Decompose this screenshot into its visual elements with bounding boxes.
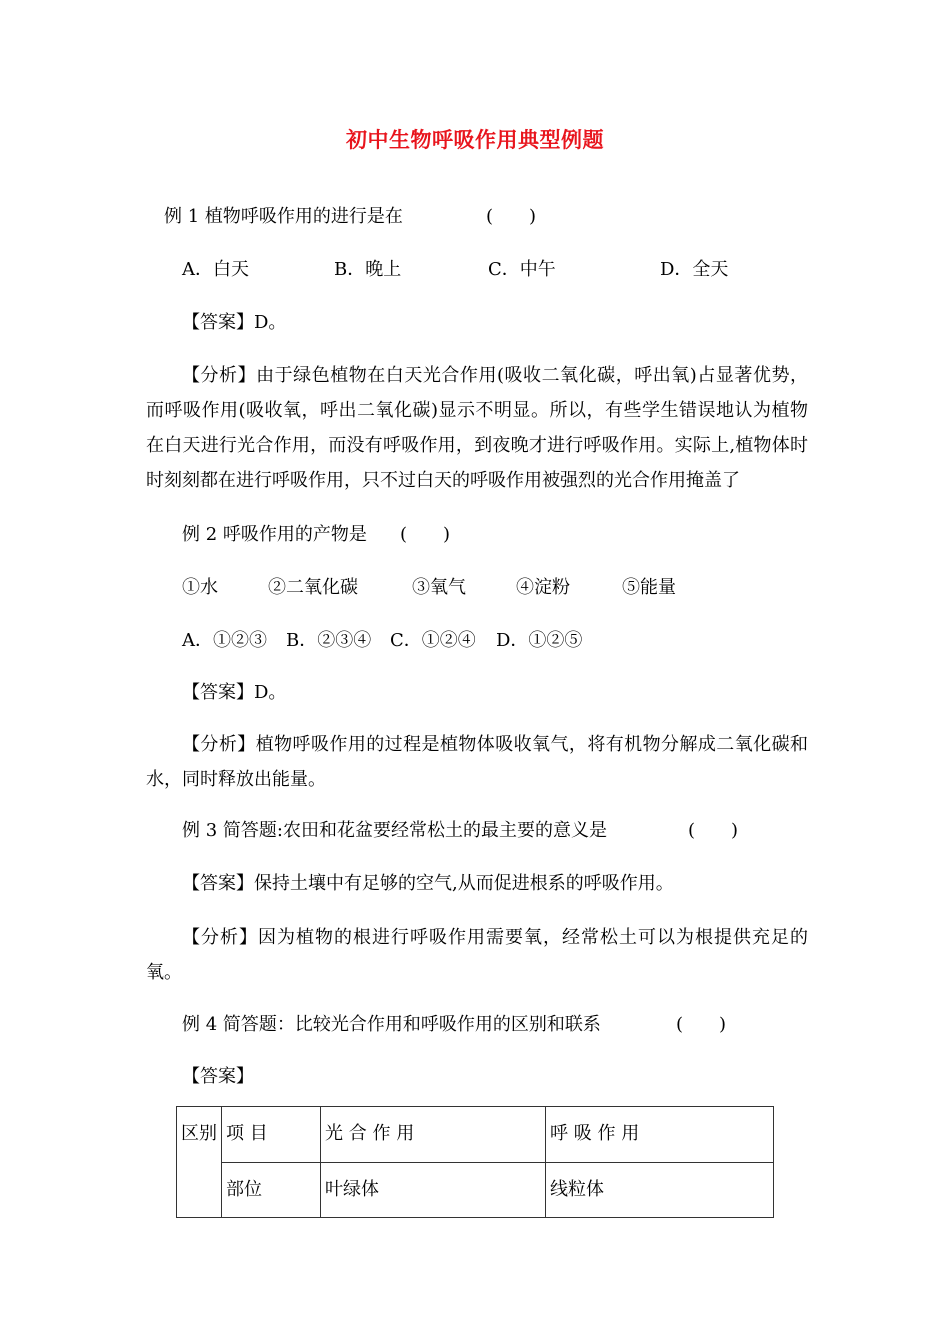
q2-answer: 【答案】D。	[182, 682, 287, 703]
q1-stem: 例 1 植物呼吸作用的进行是在	[164, 206, 403, 227]
comparison-table	[176, 1106, 774, 1218]
header-resp-char-2: 吸	[573, 1123, 592, 1144]
q1-analysis: 【分析】由于绿色植物在白天光合作用(吸收二氧化碳，呼出氧)占显著优势，而呼吸作用(吸收氧，呼出二氧化碳)显示不明显。所以，有些学生错误地认为植物在白天进行光合作用，而没有呼吸作用，到夜晚才进行呼吸作用。实际上,植物体时时刻刻都在进行呼吸作用，只不过白天的呼吸作用被强烈的光合作用掩盖了	[146, 365, 808, 491]
q2-item-2: ②二氧化碳	[268, 577, 358, 598]
cell-photo-text: 叶绿体	[325, 1178, 379, 1200]
table-row	[177, 1107, 774, 1163]
table-cell-respiration	[546, 1162, 774, 1218]
q2-item-4: ④淀粉	[516, 577, 570, 598]
table-group-cell	[177, 1107, 222, 1218]
header-resp-char-3: 作	[597, 1123, 616, 1144]
table-row	[177, 1162, 774, 1218]
table-cell-item	[222, 1162, 321, 1218]
q3-answer: 【答案】保持土壤中有足够的空气,从而促进根系的呼吸作用。	[182, 873, 674, 894]
table-group-label: 区别	[181, 1123, 217, 1144]
q1-option-a: A．白天	[182, 259, 249, 280]
q2-option-b: B．②③④	[286, 630, 372, 651]
q3-analysis: 【分析】因为植物的根进行呼吸作用需要氧，经常松土可以为根提供充足的氧。	[146, 927, 808, 983]
q2-item-1: ①水	[182, 577, 218, 598]
header-resp-char-4: 用	[621, 1123, 640, 1144]
table-header-respiration	[546, 1107, 774, 1163]
q1-blank: ( )	[486, 206, 537, 227]
q3-stem: 例 3 简答题:农田和花盆要经常松土的最主要的意义是	[182, 820, 607, 841]
q2-blank: ( )	[400, 524, 451, 545]
header-resp-char-1: 呼	[550, 1123, 568, 1144]
q1-option-c: C．中午	[488, 259, 556, 280]
header-item-char-2: 目	[249, 1123, 268, 1144]
q1-option-d: D．全天	[660, 259, 729, 280]
q4-answer: 【答案】	[182, 1066, 254, 1087]
header-photo-char-4: 用	[396, 1123, 415, 1144]
q1-option-b: B．晚上	[334, 259, 402, 280]
page-title: 初中生物呼吸作用典型例题	[346, 127, 604, 152]
q2-option-a: A．①②③	[182, 630, 267, 651]
q3-blank: ( )	[688, 820, 739, 841]
q2-analysis: 【分析】植物呼吸作用的过程是植物体吸收氧气，将有机物分解成二氧化碳和水，同时释放出能量。	[146, 734, 808, 790]
header-photo-char-2: 合	[348, 1123, 367, 1144]
table-cell-photosynthesis	[321, 1162, 546, 1218]
q4-blank: ( )	[676, 1014, 727, 1035]
table-header-item	[222, 1107, 321, 1163]
header-photo-char-3: 作	[372, 1123, 391, 1144]
header-item-char-1: 项	[226, 1123, 244, 1144]
q2-item-5: ⑤能量	[622, 577, 676, 598]
table-header-photosynthesis	[321, 1107, 546, 1163]
q1-answer: 【答案】D。	[182, 312, 287, 333]
q4-stem: 例 4 简答题：比较光合作用和呼吸作用的区别和联系	[182, 1014, 601, 1035]
cell-resp-text: 线粒体	[550, 1178, 604, 1200]
q2-stem: 例 2 呼吸作用的产物是	[182, 524, 367, 545]
cell-item-text: 部位	[226, 1178, 262, 1200]
q2-item-3: ③氧气	[412, 577, 466, 598]
q2-option-d: D．①②⑤	[496, 630, 583, 651]
header-photo-char-1: 光	[325, 1123, 343, 1144]
q2-option-c: C．①②④	[390, 630, 476, 651]
